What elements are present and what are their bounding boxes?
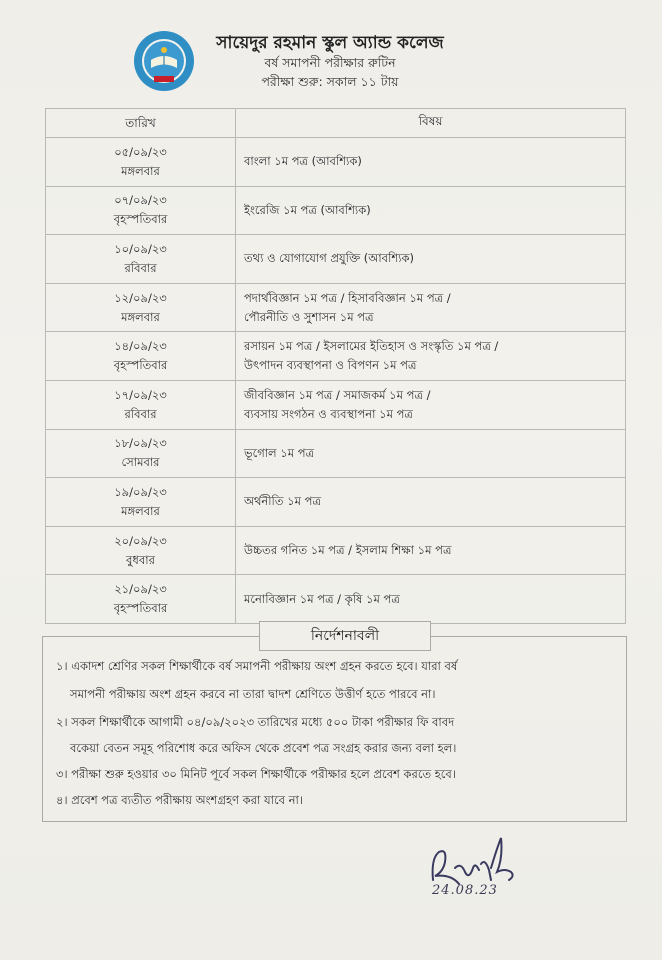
signature-date: 24.08.23 — [432, 883, 498, 898]
subject-cell — [236, 380, 626, 429]
subject-line: তথ্য ও যোগাযোগ প্রযুক্তি (আবশ্যিক) — [244, 251, 415, 266]
instruction-line: ১। একাদশ শ্রেণির সকল শিক্ষার্থীকে বর্ষ সমাপনী পরীক্ষায় অংশ গ্রহন করতে হবে। যারা বর্ষ — [56, 659, 458, 673]
table-row — [46, 332, 626, 381]
table-row — [46, 283, 626, 332]
date-cell — [46, 526, 236, 575]
exam-date: ১৯/০৯/২৩ — [114, 484, 167, 499]
table-row — [46, 575, 626, 624]
exam-date: ১৮/০৯/২৩ — [114, 436, 167, 451]
date-cell — [46, 283, 236, 332]
subject-line: উচ্চতর গনিত ১ম পত্র / ইসলাম শিক্ষা ১ম পত্র — [244, 543, 452, 558]
subject-cell — [236, 429, 626, 478]
exam-day: মঙ্গলবার — [121, 163, 160, 178]
exam-day: রবিবার — [124, 260, 157, 275]
exam-date: ২০/০৯/২৩ — [114, 533, 167, 548]
exam-date: ২১/০৯/২৩ — [114, 582, 167, 597]
institution-name: সায়েদুর রহমান স্কুল অ্যান্ড কলেজ — [216, 33, 444, 53]
date-cell — [46, 380, 236, 429]
subject-line: বাংলা ১ম পত্র (আবশ্যিক) — [244, 154, 362, 169]
exam-day: বৃহস্পতিবার — [113, 601, 168, 616]
exam-day: মঙ্গলবার — [121, 309, 160, 324]
table-row — [46, 478, 626, 527]
subject-line: পৌরনীতি ও সুশাসন ১ম পত্র — [244, 309, 374, 324]
exam-date: ১২/০৯/২৩ — [114, 290, 167, 305]
subject-cell — [236, 332, 626, 381]
date-cell — [46, 332, 236, 381]
exam-day: রবিবার — [124, 406, 157, 421]
instruction-line: ৩। পরীক্ষা শুরু হওয়ার ৩০ মিনিট পূর্বে সকল শিক্ষার্থীকে পরীক্ষার হলে প্রবেশ করতে হবে। — [56, 767, 456, 781]
exam-date: ০৭/০৯/২৩ — [114, 193, 167, 208]
subject-line: মনোবিজ্ঞান ১ম পত্র / কৃষি ১ম পত্র — [244, 591, 400, 606]
table-header-row — [46, 109, 626, 138]
exam-title: বর্ষ সমাপনী পরীক্ষার রুটিন — [264, 55, 396, 70]
date-cell — [46, 478, 236, 527]
subject-cell — [236, 283, 626, 332]
subject-line: অর্থনীতি ১ম পত্র — [244, 494, 321, 509]
instruction-line: বকেয়া বেতন সমূহ পরিশোধ করে অফিস থেকে প্রবেশ পত্র সংগ্রহ করার জন্য বলা হল। — [70, 741, 457, 755]
subject-line: ইংরেজি ১ম পত্র (আবশ্যিক) — [244, 202, 371, 217]
exam-date: ১৭/০৯/২৩ — [114, 387, 167, 402]
exam-day: সোমবার — [121, 455, 160, 470]
exam-date: ১৪/০৯/২৩ — [114, 339, 167, 354]
table-row — [46, 429, 626, 478]
exam-start-time: পরীক্ষা শুরু: সকাল ১১ টায় — [261, 74, 399, 89]
instruction-line: ৪। প্রবেশ পত্র ব্যতীত পরীক্ষায় অংশগ্রহণ করা যাবে না। — [56, 793, 303, 807]
subject-cell — [236, 186, 626, 235]
date-cell — [46, 575, 236, 624]
subject-cell — [236, 478, 626, 527]
date-cell — [46, 429, 236, 478]
subject-line: রসায়ন ১ম পত্র / ইসলামের ইতিহাস ও সংস্কৃতি ১ম পত্র / — [244, 339, 499, 354]
date-column-header: তারিখ — [46, 109, 236, 138]
subject-line: জীববিজ্ঞান ১ম পত্র / সমাজকর্ম ১ম পত্র / — [244, 387, 431, 402]
subject-line: ভূগোল ১ম পত্র — [244, 445, 315, 460]
date-cell — [46, 138, 236, 187]
exam-routine-table — [45, 108, 626, 624]
subject-line: ব্যবসায় সংগঠন ও ব্যবস্থাপনা ১ম পত্র — [244, 406, 413, 421]
subject-column-header: বিষয় — [236, 109, 626, 138]
table-row — [46, 138, 626, 187]
instruction-line: সমাপনী পরীক্ষায় অংশ গ্রহন করবে না তারা দ্বাদশ শ্রেণিতে উত্তীর্ণ হতে পারবে না। — [70, 687, 436, 701]
instruction-line: ২। সকল শিক্ষার্থীকে আগামী ০৪/০৯/২০২৩ তারিখের মধ্যে ৫০০ টাকা পরীক্ষার ফি বাবদ — [56, 715, 455, 729]
table-row — [46, 186, 626, 235]
date-cell — [46, 235, 236, 284]
date-cell — [46, 186, 236, 235]
subject-cell — [236, 526, 626, 575]
subject-cell — [236, 235, 626, 284]
subject-cell — [236, 138, 626, 187]
exam-day: বৃহস্পতিবার — [113, 212, 168, 227]
exam-day: বৃহস্পতিবার — [113, 358, 168, 373]
instructions-heading: নির্দেশনাবলী — [259, 621, 431, 651]
table-row — [46, 380, 626, 429]
subject-line: পদার্থবিজ্ঞান ১ম পত্র / হিসাববিজ্ঞান ১ম পত্র / — [244, 290, 451, 305]
exam-date: ১০/০৯/২৩ — [114, 241, 167, 256]
table-row — [46, 235, 626, 284]
exam-date: ০৫/০৯/২৩ — [114, 144, 167, 159]
subject-cell — [236, 575, 626, 624]
subject-line: উৎপাদন ব্যবস্থাপনা ও বিপণন ১ম পত্র — [244, 358, 417, 373]
exam-day: মঙ্গলবার — [121, 503, 160, 518]
table-row — [46, 526, 626, 575]
exam-day: বুধবার — [126, 552, 155, 567]
